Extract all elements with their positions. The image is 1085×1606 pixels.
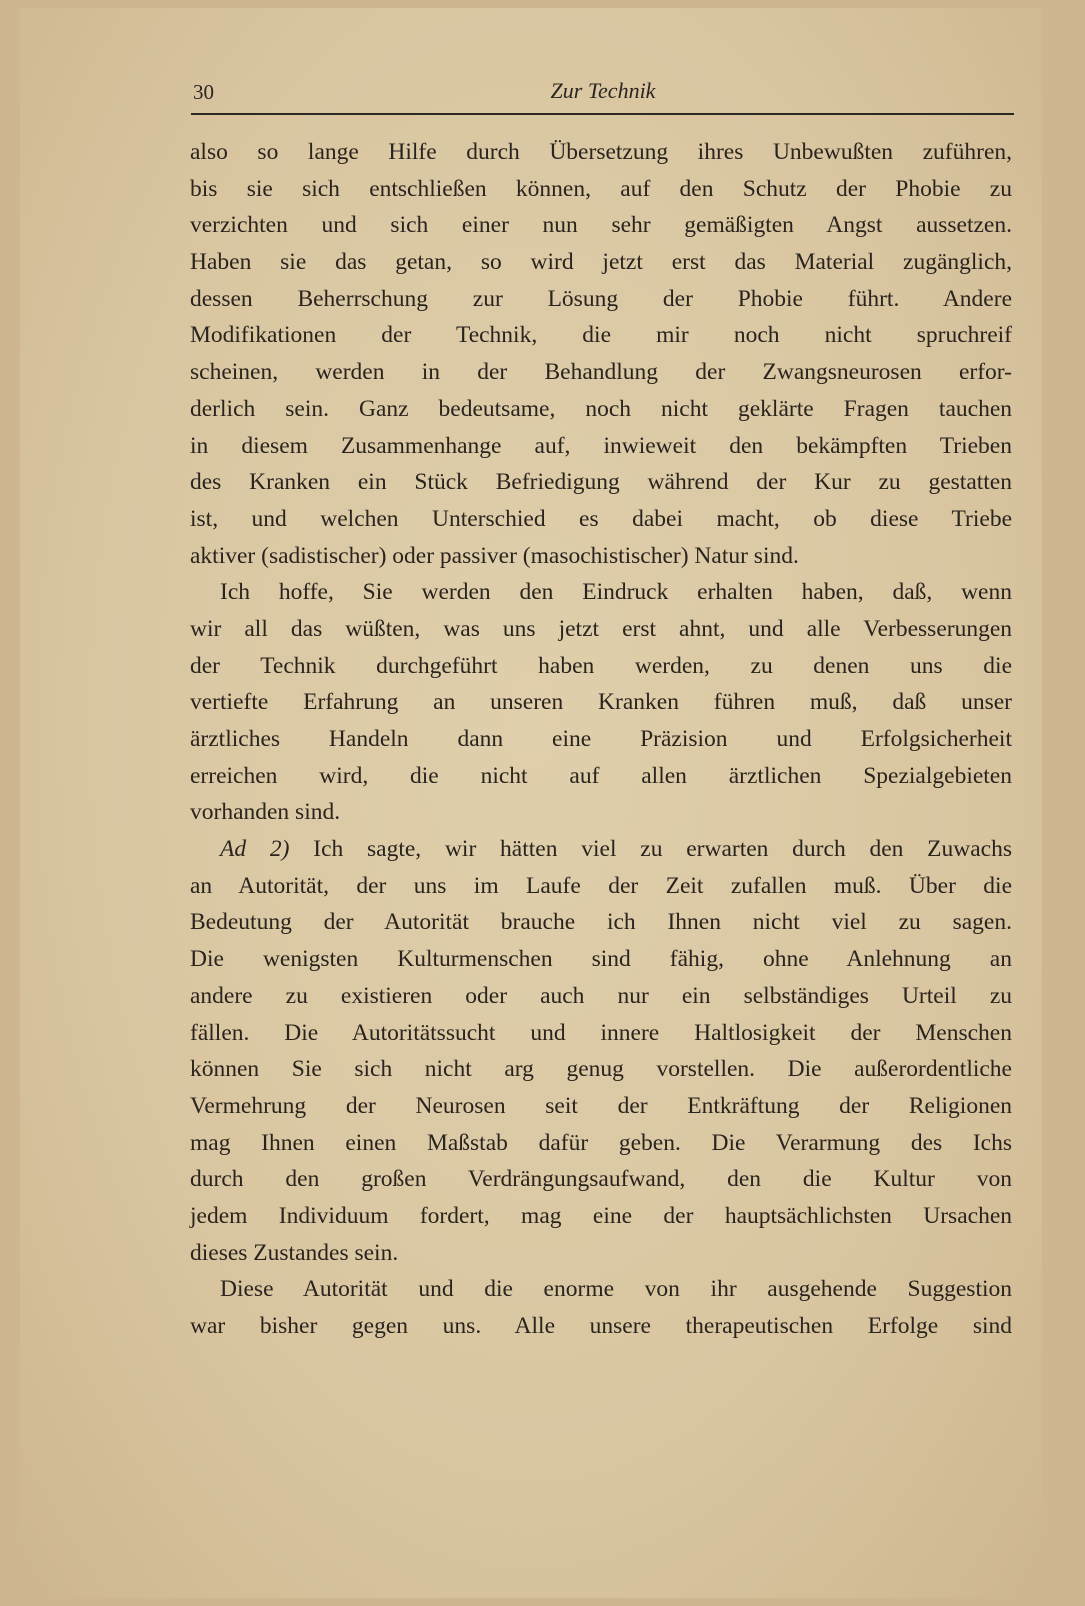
text-line: durch den großen Verdrängungsaufwand, den die Kultur von [190, 1166, 1012, 1193]
text-line: ärztliches Handeln dann eine Präzision und Erfolgsicherheit [190, 726, 1012, 752]
text-line: Haben sie das getan, so wird jetzt erst das Material zugänglich, [190, 249, 1012, 276]
page-number: 30 [193, 80, 214, 104]
text-line: Ich hoffe, Sie werden den Eindruck erhalten haben, daß, wenn [220, 579, 1012, 606]
body-text [190, 134, 1012, 1345]
text-line: aktiver (sadistischer) oder passiver (masochistischer) Natur sind. [190, 542, 799, 569]
paragraph-lead: Ad 2) [220, 836, 290, 863]
header-rule [191, 113, 1014, 115]
text-line: können Sie sich nicht arg genug vorstellen. Die außerordentliche [190, 1056, 1012, 1083]
text-line: wir all das wüßten, was uns jetzt erst ahnt, und alle Verbesserungen [190, 615, 1012, 642]
text-line: bis sie sich entschließen können, auf den Schutz der Phobie zu [190, 175, 1012, 202]
text-line: erreichen wird, die nicht auf allen ärztlichen Spezialgebieten [190, 762, 1012, 789]
text-line: Diese Autorität und die enorme von ihr ausgehende Suggestion [220, 1276, 1012, 1303]
running-header [193, 78, 1013, 110]
text-line: des Kranken ein Stück Befriedigung während der Kur zu gestatten [190, 469, 1012, 496]
text-line: mag Ihnen einen Maßstab dafür geben. Die Verarmung des Ichs [190, 1129, 1012, 1156]
text-line [190, 831, 1012, 868]
text-line: jedem Individuum fordert, mag eine der hauptsächlichsten Ursachen [190, 1202, 1012, 1229]
text-line: ist, und welchen Unterschied es dabei macht, ob diese Triebe [190, 505, 1012, 532]
text-line: Vermehrung der Neurosen seit der Entkräftung der Religionen [190, 1092, 1012, 1119]
text-line: verzichten und sich einer nun sehr gemäßigten Angst aussetzen. [190, 212, 1012, 239]
text-line: war bisher gegen uns. Alle unsere therapeutischen Erfolge sind [190, 1313, 1012, 1339]
text-line: der Technik durchgeführt haben werden, zu denen uns die [190, 652, 1012, 679]
text-line: also so lange Hilfe durch Übersetzung ihres Unbewußten zuführen, [190, 139, 1012, 165]
text-line: dessen Beherrschung zur Lösung der Phobie führt. Andere [190, 285, 1012, 312]
running-title: Zur Technik [550, 78, 656, 103]
text-line: dieses Zustandes sein. [190, 1239, 399, 1266]
text-line: vertiefte Erfahrung an unseren Kranken führen muß, daß unser [190, 689, 1012, 716]
line-text: Ich sagte, wir hätten viel zu erwarten durch den Zuwachs [289, 836, 1013, 863]
text-line: Modifikationen der Technik, die mir noch nicht spruchreif [190, 322, 1012, 349]
text-line: Bedeutung der Autorität brauche ich Ihnen nicht viel zu sagen. [190, 909, 1012, 936]
text-line: an Autorität, der uns im Laufe der Zeit zufallen muß. Über die [190, 872, 1012, 899]
text-line: vorhanden sind. [190, 799, 341, 826]
text-line: Die wenigsten Kulturmenschen sind fähig, ohne Anlehnung an [190, 946, 1012, 973]
text-line: fällen. Die Autoritätssucht und innere Haltlosigkeit der Menschen [190, 1019, 1012, 1046]
text-line: scheinen, werden in der Behandlung der Zwangsneurosen erfor- [190, 359, 1012, 386]
text-line: derlich sein. Ganz bedeutsame, noch nicht geklärte Fragen tauchen [190, 395, 1012, 422]
text-line: in diesem Zusammenhange auf, inwieweit den bekämpften Trieben [190, 432, 1012, 459]
text-line: andere zu existieren oder auch nur ein selbständiges Urteil zu [190, 982, 1012, 1009]
